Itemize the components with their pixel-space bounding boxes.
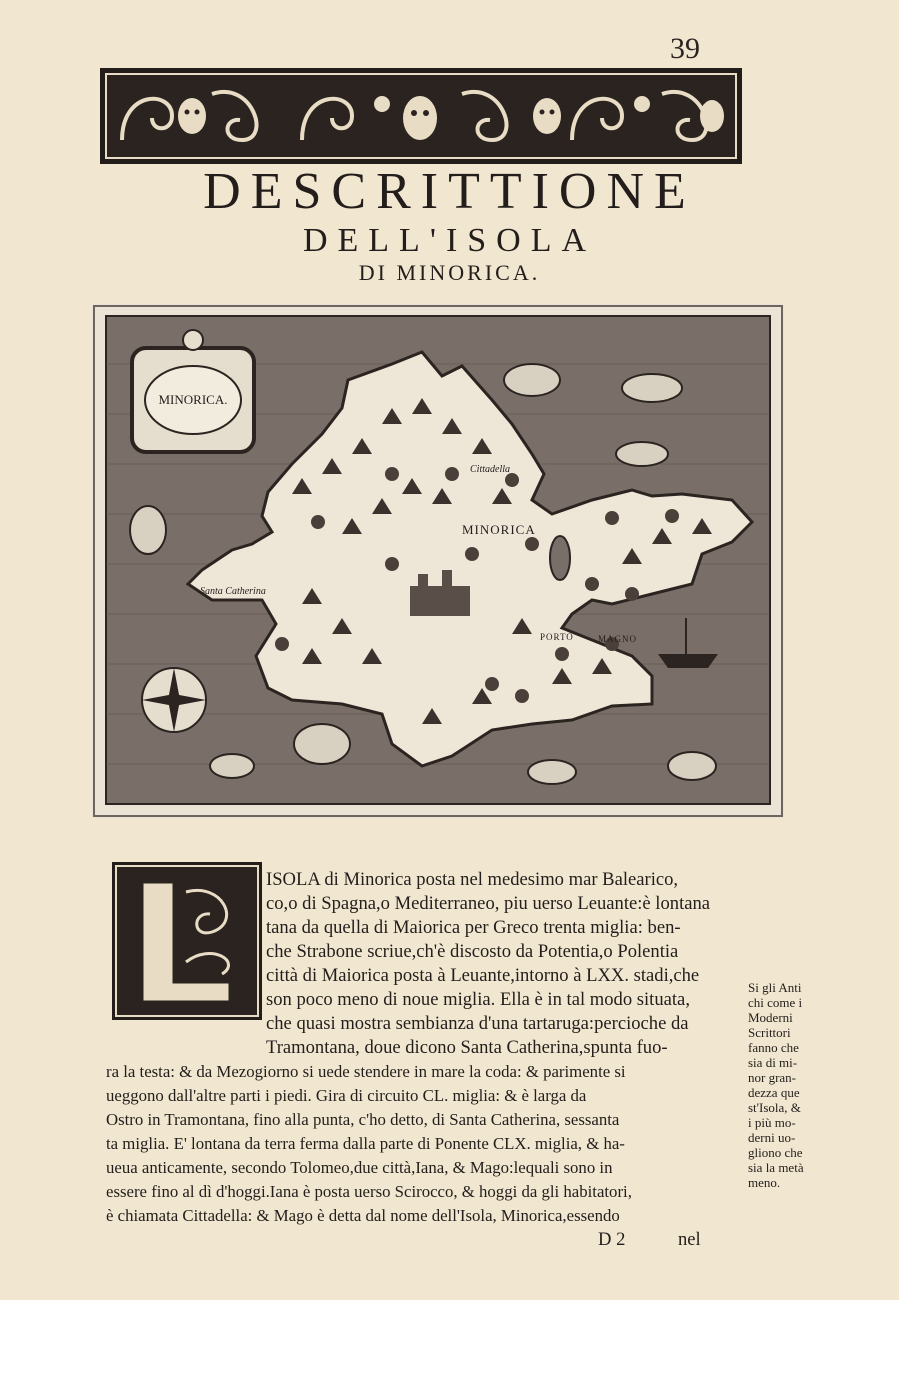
title-line-1: DESCRITTIONE (203, 163, 696, 220)
map-plate (92, 304, 784, 818)
margin-note-line: st'Isola, & (748, 1100, 801, 1115)
label-minorica: MINORICA (462, 522, 536, 537)
headpiece-scrollwork (102, 70, 740, 162)
signature-mark: D 2 (598, 1229, 626, 1250)
margin-note-line: Scrittori (748, 1025, 791, 1040)
margin-note-line: i più mo- (748, 1115, 796, 1130)
text-line: che quasi mostra sembianza d'una tartaruga:percioche da (266, 1013, 689, 1034)
margin-note-line: Si gli Anti (748, 980, 802, 995)
label-porto: PORTO (540, 632, 574, 642)
margin-note-line: Moderni (748, 1010, 793, 1025)
label-santa-catherina: Santa Catherina (200, 586, 266, 597)
margin-note-line: gliono che (748, 1145, 803, 1160)
text-line: che Strabone scriue,ch'è discosto da Potentia,o Polentia (266, 941, 679, 962)
catchword: nel (678, 1229, 701, 1250)
text-line: ueua anticamente, secondo Tolomeo,due città,Iana, & Mago:lequali sono in (106, 1158, 613, 1177)
margin-note-line: meno. (748, 1175, 781, 1190)
text-line: co,o di Spagna,o Mediterraneo, piu uerso Leuante:è lontana (266, 893, 711, 914)
text-line: essere fino al dì d'hoggi.Iana è posta uerso Scirocco, & hoggi da gli habitatori, (106, 1182, 632, 1201)
map-engraving (92, 304, 784, 818)
initial-ornament (112, 862, 262, 1020)
margin-note-line: dezza que (748, 1085, 800, 1100)
title-line-3: DI MINORICA. (358, 260, 541, 285)
text-line: ISOLA di Minorica posta nel medesimo mar Balearico, (266, 869, 679, 890)
text-line: Ostro in Tramontana, fino alla punta, c'ho detto, di Santa Catherina, sessanta (106, 1110, 620, 1129)
text-line: tana da quella di Maiorica per Greco trenta miglia: ben- (266, 917, 681, 938)
cartouche-label: MINORICA. (158, 392, 228, 407)
page-number: 39 (670, 32, 700, 65)
text-line: città di Maiorica posta à Leuante,intorno à LXX. stadi,che (266, 965, 700, 986)
label-cittadella: Cittadella (470, 464, 510, 475)
ornamental-headpiece (100, 68, 742, 164)
label-magno: MAGNO (598, 634, 638, 644)
margin-note-line: sia di mi- (748, 1055, 798, 1070)
compass-rose (142, 668, 206, 732)
margin-note-line: nor gran- (748, 1070, 797, 1085)
text-line: ueggono dall'altre parti i piedi. Gira di circuito CL. miglia: & è larga da (106, 1086, 587, 1105)
margin-note-line: sia la metà (748, 1160, 804, 1175)
decorated-initial-l (112, 862, 262, 1020)
text-line: Tramontana, doue dicono Santa Catherina,spunta fuo- (266, 1037, 668, 1058)
text-line: ta miglia. E' lontana da terra ferma dalla parte di Ponente CLX. miglia, & ha- (106, 1134, 625, 1153)
margin-note-line: chi come i (748, 995, 803, 1010)
lake (550, 536, 570, 580)
cartouche (132, 330, 254, 452)
margin-note-line: derni uo- (748, 1130, 796, 1145)
text-line: ra la testa: & da Mezogiorno si uede stendere in mare la coda: & parimente si (106, 1062, 626, 1081)
text-line: son poco meno di noue miglia. Ella è in tal modo situata, (266, 989, 690, 1010)
text-line: è chiamata Cittadella: & Mago è detta dal nome dell'Isola, Minorica,essendo (106, 1206, 620, 1225)
margin-note-line: fanno che (748, 1040, 799, 1055)
title-line-2: DELL'ISOLA (302, 222, 597, 259)
